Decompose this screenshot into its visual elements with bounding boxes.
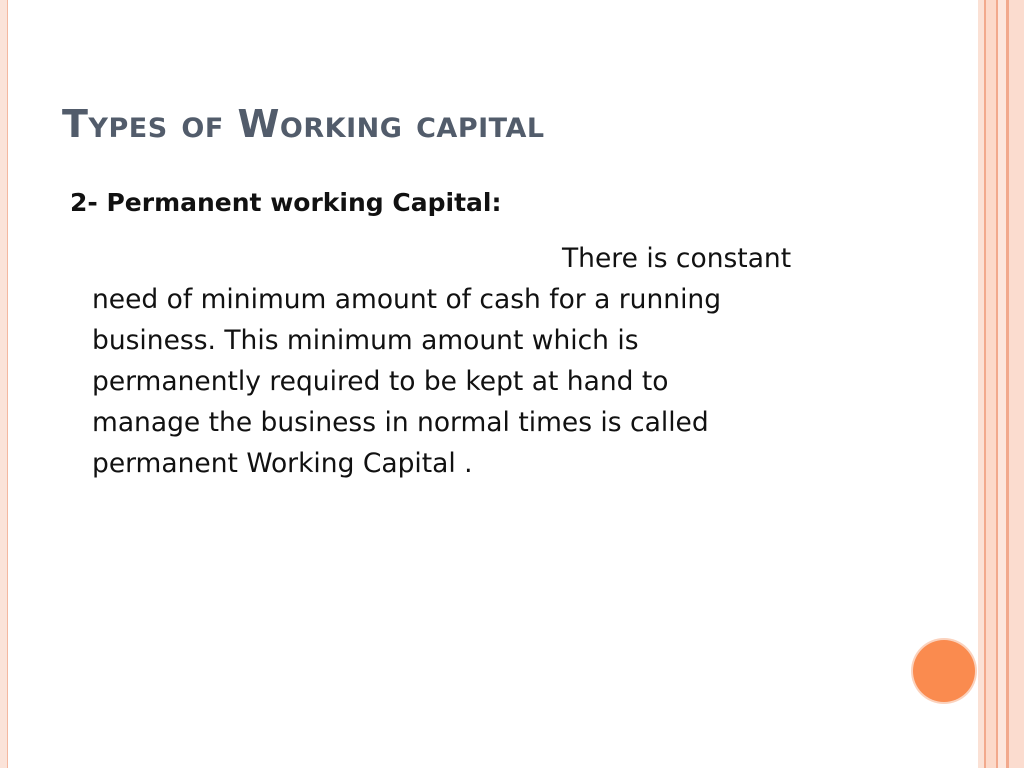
body-line: business. This minimum amount which is xyxy=(92,325,639,356)
slide-subtitle: 2- Permanent working Capital: xyxy=(70,188,502,217)
body-line: permanently required to be kept at hand to xyxy=(92,366,669,397)
slide-body-text xyxy=(92,238,912,484)
slide-title: Types of Working capital xyxy=(62,102,545,146)
right-stripe-decoration xyxy=(978,0,1024,768)
stripe xyxy=(998,0,1006,768)
orange-circle-decoration xyxy=(913,640,975,702)
left-border-decoration xyxy=(0,0,8,768)
stripe xyxy=(986,0,996,768)
body-line: need of minimum amount of cash for a running xyxy=(92,284,722,315)
body-line: permanent Working Capital . xyxy=(92,448,473,479)
body-line: manage the business in normal times is called xyxy=(92,407,709,438)
body-line: There is constant xyxy=(562,243,792,274)
stripe xyxy=(1009,0,1024,768)
